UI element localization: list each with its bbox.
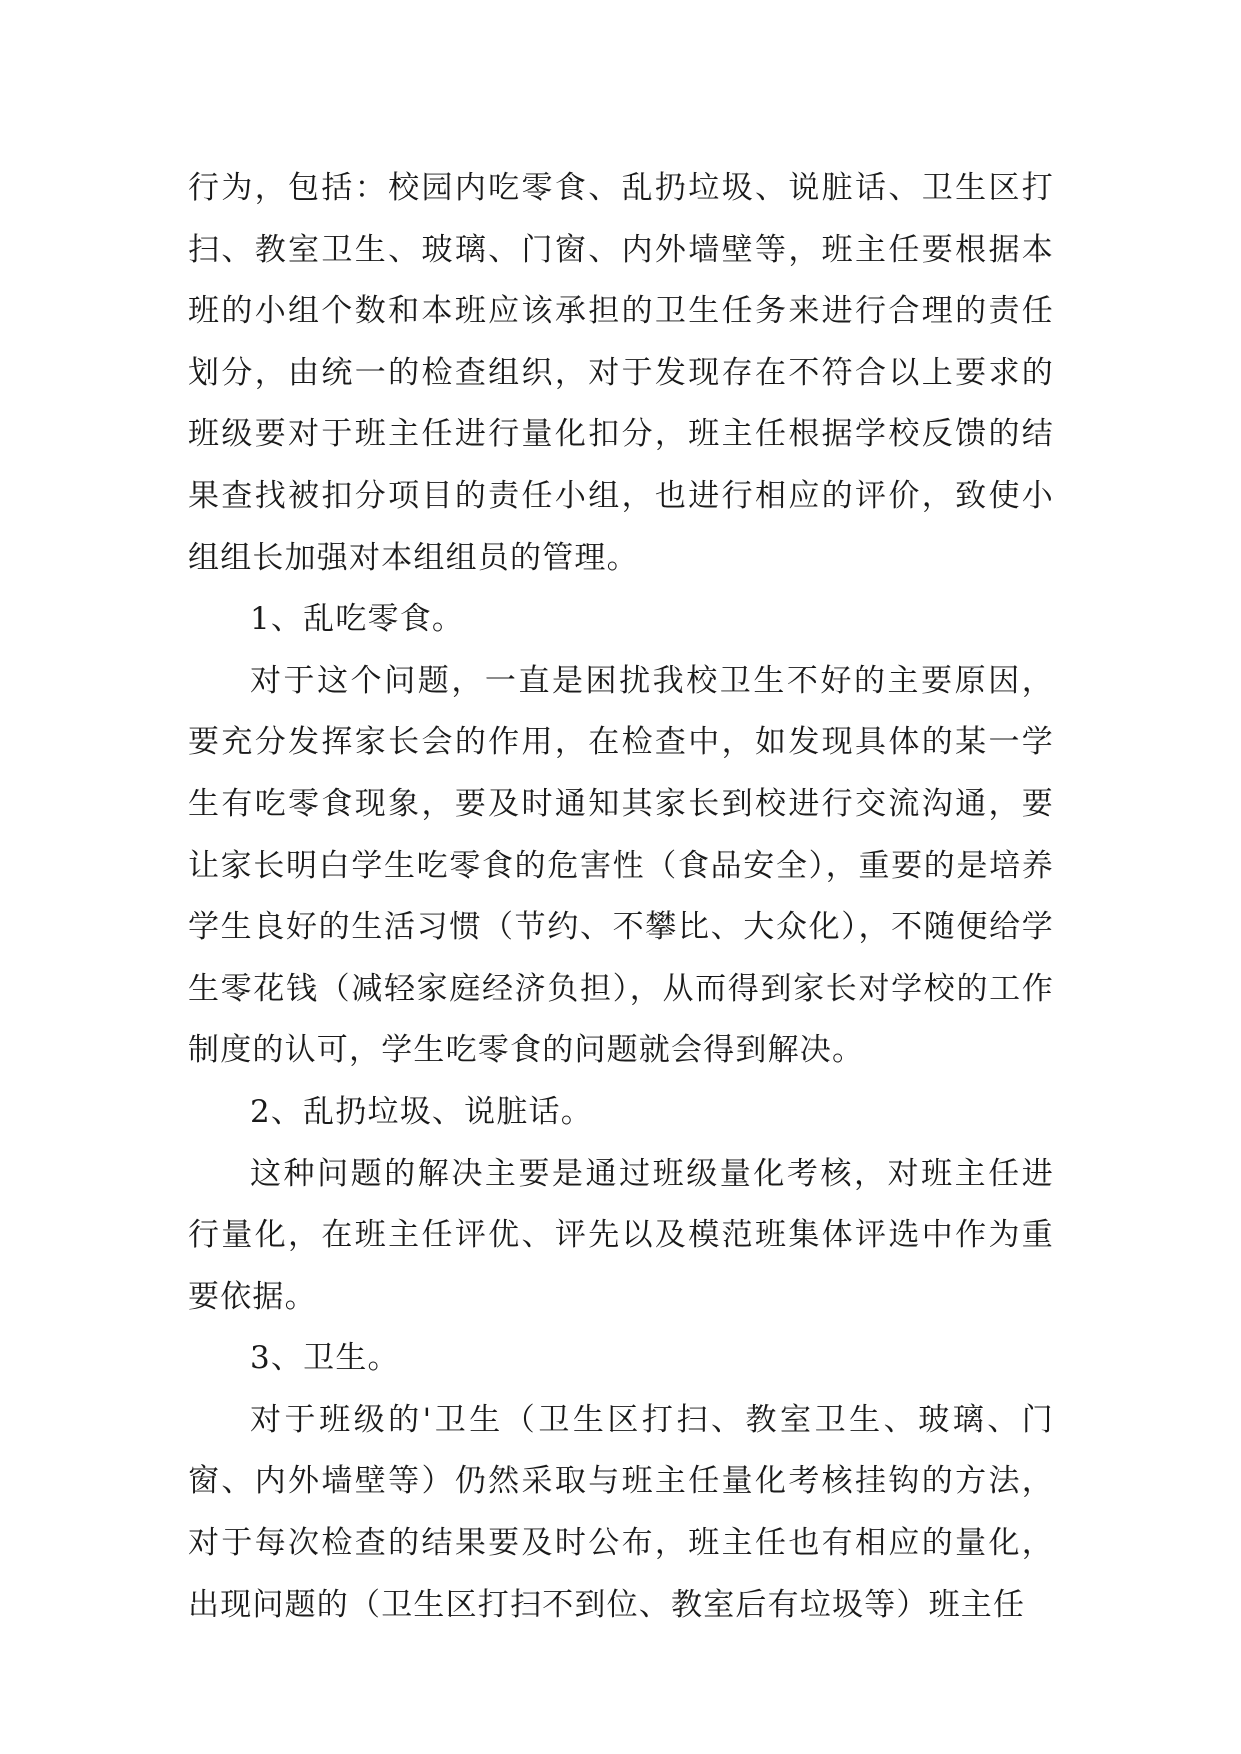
heading-item-2: 2、乱扔垃圾、说脏话。 <box>250 1093 593 1130</box>
heading-item-3: 3、卫生。 <box>250 1340 400 1377</box>
paragraph-littering: 这种问题的解决主要是通过班级量化考核，对班主任进行量化，在班主任评优、评先以及模范班集体评选中作为重要依据。 <box>188 1155 1054 1315</box>
paragraph-continued: 行为，包括：校园内吃零食、乱扔垃圾、说脏话、卫生区打扫、教室卫生、玻璃、门窗、内外墙壁等，班主任要根据本班的小组个数和本班应该承担的卫生任务来进行合理的责任划分，由统一的检查组织，对于发现存在不符合以上要求的班级要对于班主任进行量化扣分，班主任根据学校反馈的结果查找被扣分项目的责任小组，也进行相应的评价，致使小组组长加强对本组组员的管理。 <box>188 170 1054 576</box>
paragraph-snacks: 对于这个问题，一直是困扰我校卫生不好的主要原因，要充分发挥家长会的作用，在检查中，如发现具体的某一学生有吃零食现象，要及时通知其家长到校进行交流沟通，要让家长明白学生吃零食的危害性（食品安全），重要的是培养学生良好的生活习惯（节约、不攀比、大众化），不随便给学生零花钱（减轻家庭经济负担），从而得到家长对学校的工作制度的认可，学生吃零食的问题就会得到解决。 <box>188 662 1054 1069</box>
paragraph-hygiene: 对于班级的'卫生（卫生区打扫、教室卫生、玻璃、门窗、内外墙壁等）仍然采取与班主任量化考核挂钩的方法，对于每次检查的结果要及时公布，班主任也有相应的量化，出现问题的（卫生区打扫不到位、教室后有垃圾等）班主任 <box>188 1401 1054 1623</box>
document-body <box>188 158 1054 1636</box>
heading-item-1: 1、乱吃零食。 <box>250 601 465 638</box>
